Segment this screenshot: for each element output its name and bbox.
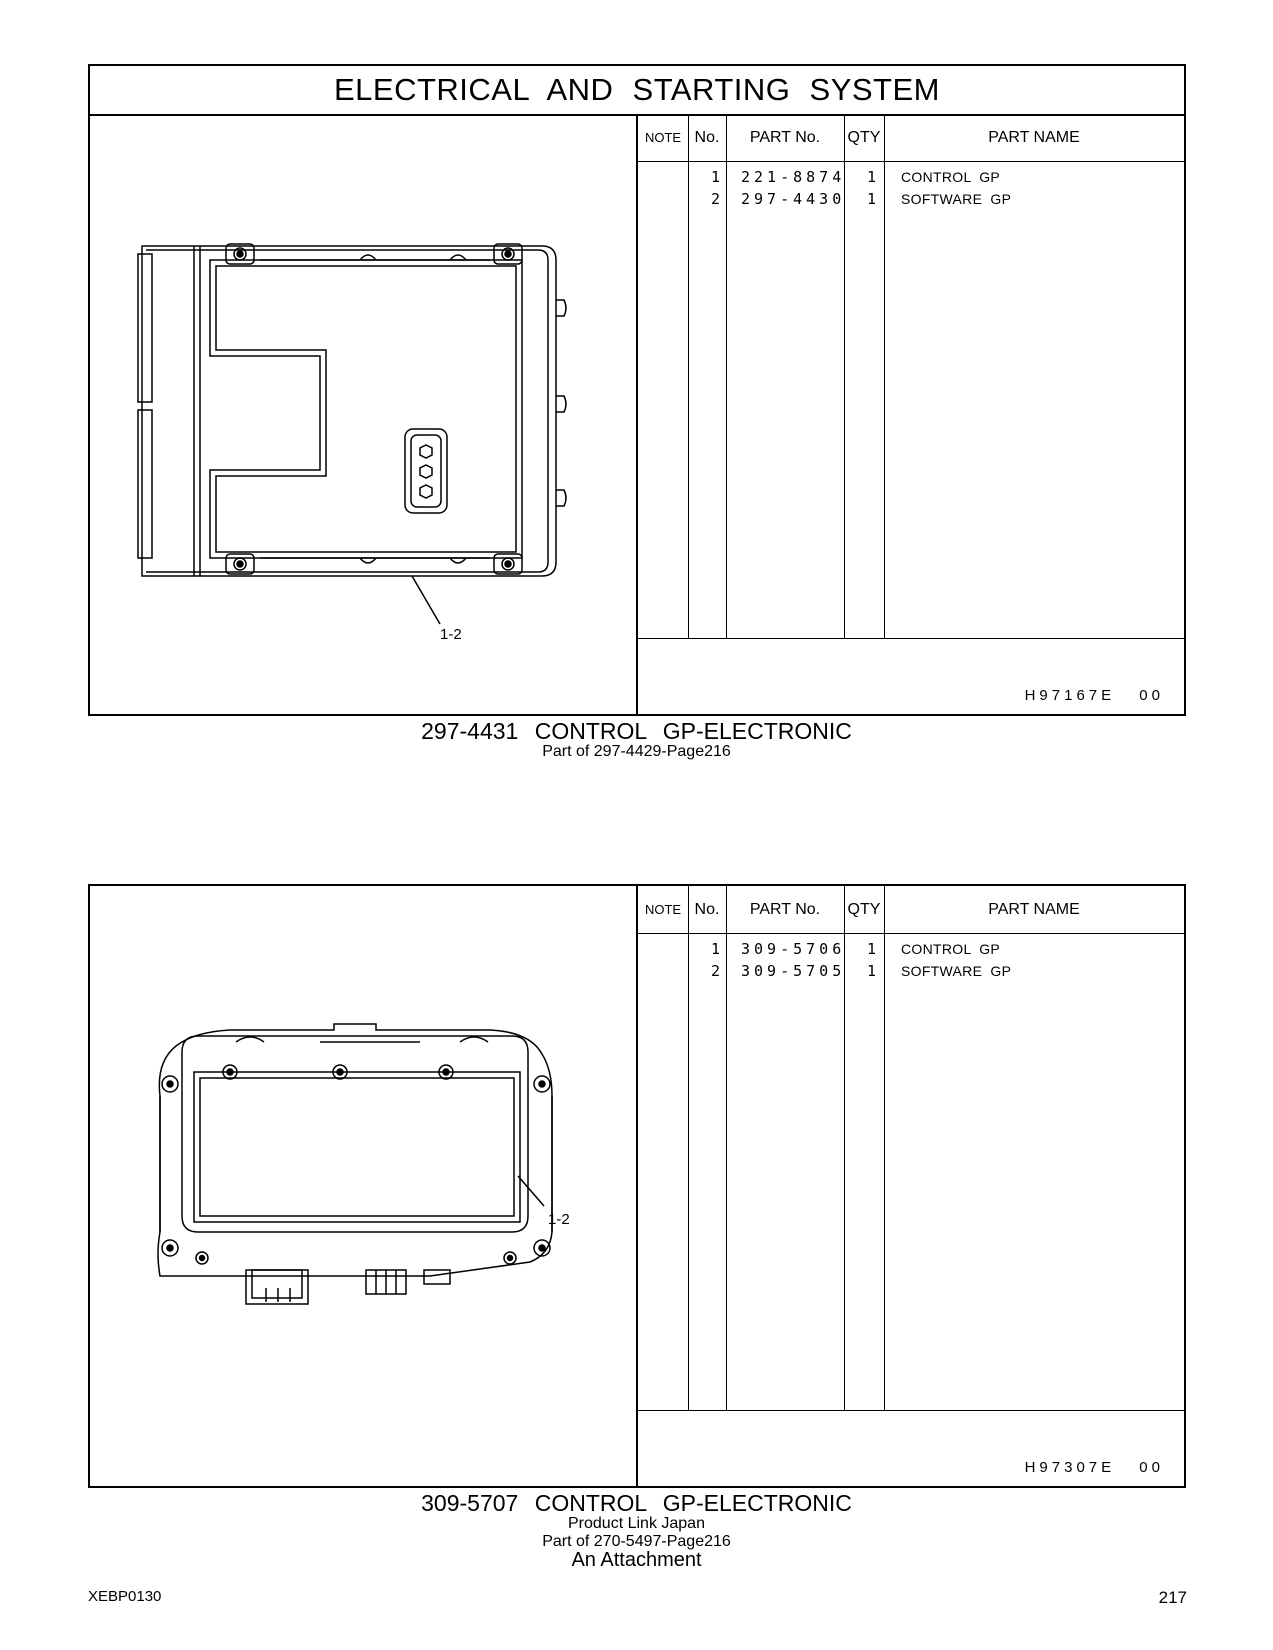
- row-part-name: CONTROL GP: [901, 941, 1001, 957]
- row-no: 2: [710, 962, 720, 980]
- group-caption-line: Part of 270-5497-Page216: [542, 1533, 731, 1550]
- row-part-name: SOFTWARE GP: [901, 963, 1012, 979]
- table-row: [638, 188, 1184, 210]
- row-part-no: 297-4430: [741, 190, 846, 208]
- control-module-drawing-2: [90, 886, 636, 1486]
- parts-table-2: [638, 886, 1184, 1486]
- group-caption-line: Product Link Japan: [568, 1515, 705, 1532]
- row-qty: 1: [866, 190, 876, 208]
- group-caption-subtitle: Part of 297-4429-Page216: [542, 743, 731, 760]
- control-module-drawing-1: [90, 114, 636, 714]
- illustration-code: H97167E 00: [1024, 687, 1164, 704]
- header-qty: QTY: [847, 901, 881, 918]
- group-caption-line: An Attachment: [571, 1549, 702, 1571]
- row-no: 2: [710, 190, 720, 208]
- header-part-name: PART NAME: [988, 129, 1080, 146]
- table-row: [638, 960, 1184, 982]
- row-part-no: 221-8874: [741, 168, 846, 186]
- header-no: No.: [694, 901, 720, 918]
- header-note: NOTE: [644, 902, 682, 917]
- header-note: NOTE: [644, 130, 682, 145]
- parts-table-1: [638, 114, 1184, 714]
- document-code: XEBP0130: [88, 1588, 162, 1605]
- row-part-no: 309-5706: [741, 940, 846, 958]
- illustration-code: H97307E 00: [1024, 1459, 1164, 1476]
- table-row: [638, 166, 1184, 188]
- row-no: 1: [710, 940, 720, 958]
- table-bottom-rule: [638, 1410, 1184, 1411]
- row-part-name: SOFTWARE GP: [901, 191, 1012, 207]
- row-part-name: CONTROL GP: [901, 169, 1001, 185]
- header-part-no: PART No.: [749, 129, 821, 146]
- group-caption-title: 309-5707 CONTROL GP-ELECTRONIC: [421, 1490, 852, 1516]
- group-caption-title: 297-4431 CONTROL GP-ELECTRONIC: [421, 718, 852, 744]
- table-row: [638, 938, 1184, 960]
- parts-illustration-2: [90, 886, 638, 1486]
- header-part-name: PART NAME: [988, 901, 1080, 918]
- row-part-no: 309-5705: [741, 962, 846, 980]
- parts-panel-1: [88, 64, 1186, 716]
- page-number: 217: [1158, 1588, 1187, 1607]
- row-qty: 1: [866, 940, 876, 958]
- header-no: No.: [694, 129, 720, 146]
- parts-illustration-1: [90, 114, 638, 714]
- callout-label: 1-2: [548, 1211, 570, 1228]
- row-qty: 1: [866, 962, 876, 980]
- row-no: 1: [710, 168, 720, 186]
- page-title: ELECTRICAL AND STARTING SYSTEM: [90, 66, 1184, 116]
- row-qty: 1: [866, 168, 876, 186]
- callout-label: 1-2: [440, 626, 462, 643]
- header-part-no: PART No.: [749, 901, 821, 918]
- parts-panel-2: [88, 884, 1186, 1488]
- header-qty: QTY: [847, 129, 881, 146]
- table-bottom-rule: [638, 638, 1184, 639]
